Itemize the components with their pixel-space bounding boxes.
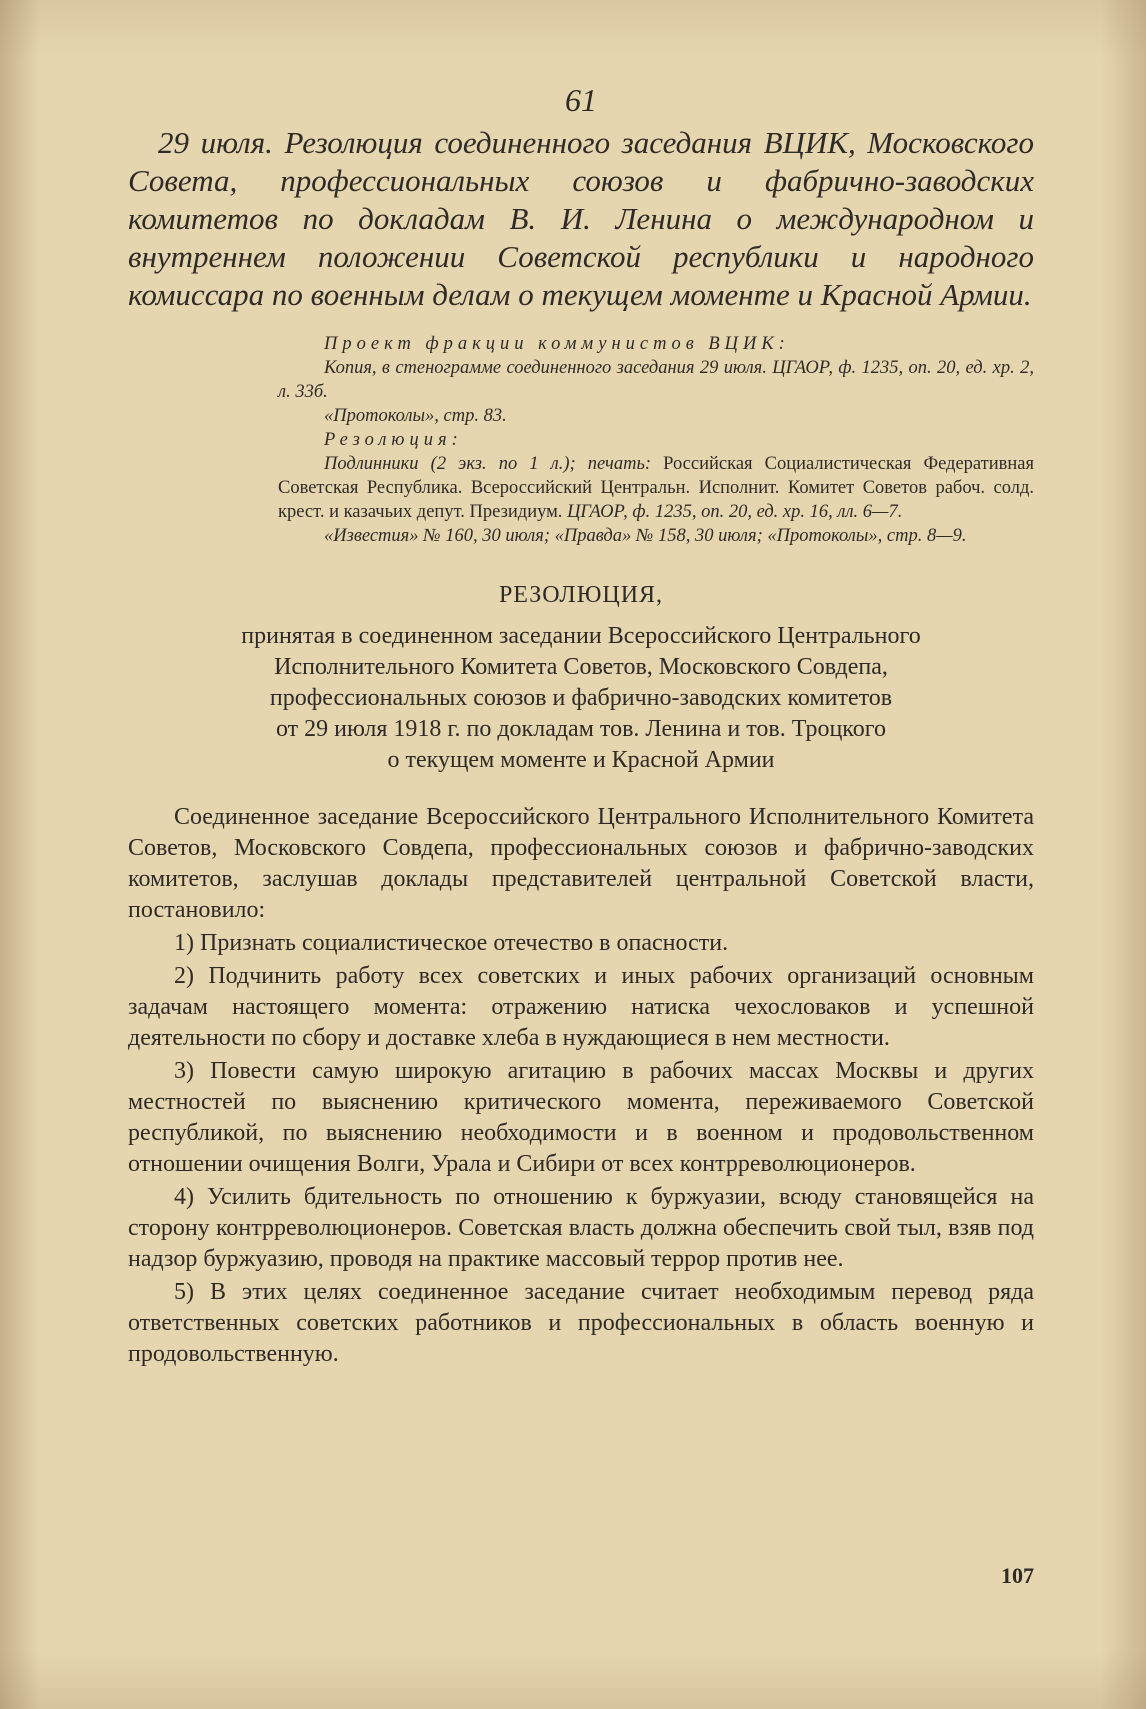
intro-paragraph: Соединенное заседание Всероссийского Центрального Исполнительного Комитета Советов, Московского Совдепа, профессиональных союзов и фабрично-заводских комитетов, заслушав доклады представителей центральной Советской власти, постановило: <box>128 804 1034 923</box>
point-4: 4) Усилить бдительность по отношению к буржуазии, всюду становящейся на сторону контрреволюционеров. Советская власть должна обеспечить свой тыл, взяв под надзор буржуазию, проводя на практике массовый террор против нее. <box>128 1184 1034 1272</box>
originals-prefix: Подлинники (2 экз. по 1 л.); печать: <box>324 454 652 474</box>
page-content <box>128 80 1034 1370</box>
document-number: 61 <box>565 82 597 118</box>
resolution-subtitle <box>128 621 1034 776</box>
subtitle-line: принятая в соединенном заседании Всероссийского Центрального <box>241 623 921 649</box>
subtitle-line: о текущем моменте и Красной Армии <box>387 747 775 773</box>
sources-block <box>278 332 1034 548</box>
document-title: 29 июля. Резолюция соединенного заседания ВЦИК, Московского Совета, профессиональных союзов и фабрично-заводских комитетов по докладам В. И. Ленина о международном и внутреннем положении Советской республики и народного комиссара по военным делам о текущем моменте и Красной Армии. <box>128 125 1034 312</box>
draft-protocols: «Протоколы», стр. 83. <box>324 406 507 426</box>
point-1: 1) Признать социалистическое отечество в опасности. <box>174 930 729 956</box>
draft-label: Проект фракции коммунистов ВЦИК: <box>324 334 790 354</box>
point-2: 2) Подчинить работу всех советских и иных рабочих организаций основным задачам настоящего момента: отражению натиска чехословаков и успешной деятельности по сбору и доставке хлеба в нуждающиеся в нем местности. <box>128 963 1034 1051</box>
resolution-heading: РЕЗОЛЮЦИЯ, <box>498 582 664 608</box>
subtitle-line: от 29 июля 1918 г. по докладам тов. Ленина и тов. Троцкого <box>276 716 886 742</box>
subtitle-line: Исполнительного Комитета Советов, Московского Совдепа, <box>274 654 888 680</box>
published-note: «Известия» № 160, 30 июля; «Правда» № 158, 30 июля; «Протоколы», стр. 8—9. <box>324 526 967 546</box>
originals-archive: ЦГАОР, ф. 1235, оп. 20, ед. хр. 16, лл. 6—7. <box>567 502 903 522</box>
page-number: 107 <box>1001 1563 1034 1588</box>
originals-stamp: Российская Социалистическая Федеративная Советская Республика. Всероссийский Центральн. Исполнит. Комитет Советов рабоч. солд. крест. и казачьих депут. Президиум. <box>278 454 1034 522</box>
point-5: 5) В этих целях соединенное заседание считает необходимым перевод ряда ответственных советских работников и профессиональных в область военную и продовольственную. <box>128 1279 1034 1367</box>
subtitle-line: профессиональных союзов и фабрично-заводских комитетов <box>269 685 893 711</box>
originals-note <box>278 452 1034 524</box>
point-3: 3) Повести самую широкую агитацию в рабочих массах Москвы и других местностей по выяснению критического момента, переживаемого Советской республикой, по выяснению необходимости и в военном и продовольственном отношении очищения Волги, Урала и Сибири от всех контрреволюционеров. <box>128 1058 1034 1177</box>
resolution-label: Резолюция: <box>324 430 463 450</box>
draft-copy: Копия, в стенограмме соединенного заседания 29 июля. ЦГАОР, ф. 1235, оп. 20, ед. хр. 2, л. 33б. <box>278 358 1034 402</box>
resolution-body <box>128 802 1034 1370</box>
